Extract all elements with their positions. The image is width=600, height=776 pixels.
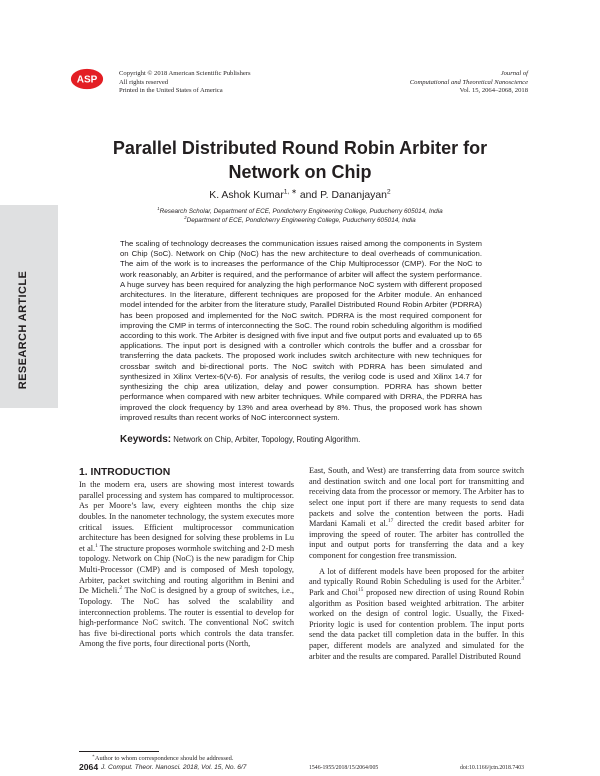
affiliation-1: $^1$Research Scholar, Department of ECE, Pondicherry Engineering College, Puducherry 605014, India [157,205,443,215]
body-column-right [309,466,524,662]
printed-line: Printed in the United States of America [119,87,223,95]
author-1-sup: 1, ∗ [283,188,297,196]
citation: 17 [387,518,394,525]
intro-paragraph-1-cont: East, South, and West) are transferring data from source switch and destination switch and one local port for transmitting and receiving data from the processor or memory. The Arbiter has to select one input port if there are many requests to send data packets and solve the contention between the ports. Hadi Mardani Kamali et al.$^{17}$ directed the credit based arbiter for improving the speed of router. The arbiter has controlled the input and output ports for transferring the data and a key component for congestion free transmission. [309,466,524,560]
author-2: P. Dananjayan [320,190,387,201]
citation: 1 [95,542,98,549]
author-line [80,190,520,201]
journal-volume: Vol. 15, 2064–2068, 2018 [459,87,528,95]
keywords-label: Keywords: [120,434,172,445]
publisher-info [119,70,319,96]
page-number: 2064 [79,762,99,772]
article-type-tab [0,205,58,408]
svg-text:ASP: ASP [76,74,98,86]
affiliations [80,205,520,225]
footnote-text: Author to whom correspondence should be addressed. [94,755,234,762]
citation: 15 [357,587,364,594]
keywords [120,434,500,445]
keywords-text: Network on Chip, Arbiter, Topology, Routing Algorithm. [173,435,361,444]
author-1: K. Ashok Kumar [209,190,284,201]
citation: 2 [119,585,122,592]
copyright-line: Copyright © 2018 American Scientific Publishers [119,70,251,77]
footer-issn: 1546-1955/2018/15/2064/005 [309,765,379,771]
intro-paragraph-1: In the modern era, users are showing most interest towards parallel processing and system has compared to multiprocessor. As per Moore’s law, every eighteen months the chip size doubles. In the nanometer technology, the system executes more critical issues. Efficient multiprocessor communication architecture has been designed for solving these problems in Lu et al.$^1$ The structure proposes wormhole switching and 2-D mesh topology. Network on Chip (NoC) is the new paradigm for Chip Multi-Processor (CMP) and is composed of Mesh topology, Arbiter, packet switching and routing algorithm in Benini and De Micheli.$^2$ The NoC is designed by a group of switches, i.e., Topology. The NoC has solved the scalability and interconnection problems. The router is essential to develop for high-performance NoC switch. The conventional NoC switch has five bi-directional ports which controls the data transfer. Among the five ports, four directional ports (North, [79,480,295,649]
journal-info [328,70,528,96]
author-2-sup: 2 [386,188,391,196]
footer-doi: doi:10.1166/jctn.2018.7403 [459,765,524,771]
footnote [92,752,234,762]
affiliation-2: $^2$Department of ECE, Pondicherry Engineering College, Puducherry 605014, India [184,214,416,224]
citation: 3 [521,576,524,583]
footnote-mark: ∗ [92,752,95,758]
section-heading-introduction: 1. INTRODUCTION [79,467,171,478]
intro-paragraph-2: A lot of different models have been proposed for the arbiter and typically Round Robin Scheduling is used for the Arbiter.$^3$ Park and Choi$^{15}$ proposed new direction of using Round Robin algorithm as Position based weighted arbitration. The arbiter worked on the design of control logic. Usually, the Fixed-Priority logic is used for contention problem. The input ports send the data packet till completion data in the buffer. In this paper, different models are analyzed and simulated for the arbiter and the results are compared. Parallel Distributed Round [309,566,524,661]
paper-title: Parallel Distributed Round Robin Arbiter for Network on Chip [112,138,488,182]
abstract: The scaling of technology decreases the communication issues raised among the components in System on Chip (SoC). Network on Chip (NoC) has the new architecture to deal overheads of communication. The aim of the work is to increases the performance of the Chip Multiprocessor (CMP). For the NoC to work reasonably, an Arbiter is required, and the performance of arbiter will affect the system performance. A huge survey has been required for analyzing the high performance NoC system with different proposed architectures. In the literature, different techniques are proposed for the Arbiter module. An enhanced model intended for the arbiter from the literature study, Parallel Distributed Round Robin Arbiter (PDRRA) has been proposed and implemented for the NoC switch. PDRRA is the most required component for improving the CMP in terms of interconnecting the SoC. The round robin scheduling algorithm is modified according to this work. The Arbiter is designed with five input and five output ports and evaluated up to 65 applications. The input port is designed with a controller which controls the buffer and a crossbar for transferring the data packets. The proposed work includes switch architecture with new techniques for crossbar switch and bi-directional ports. The NoC switch with PDRRA has been simulated and synthesized in Xilinx Vertex-6(V-6). For analysis of results, the verilog code is used and Xilinx 14.7 for synthesizing the chip area utilization, delay and power consumption. PDRRA has shown better performance when compared with new arbiter techniques. While compared with DRRA, the PDRRA has improved the clock frequency by 13% and area overhead by 8%. Thus, the proposed work has shown improved results than recent works of NoC interconnect system. [120,239,482,422]
author-connector: and [296,190,321,201]
journal-of: Journal of [500,70,528,77]
rights-line: All rights reserved [119,78,169,86]
article-type-label: RESEARCH ARTICLE [17,270,29,390]
footnote-rule [79,751,159,752]
journal-name: Computational and Theoretical Nanoscience [409,78,528,86]
body-column-left [79,466,294,650]
footer-journal: J. Comput. Theor. Nanosci. 2018, Vol. 15, No. 6/7 [101,764,247,771]
publisher-logo [70,68,104,90]
